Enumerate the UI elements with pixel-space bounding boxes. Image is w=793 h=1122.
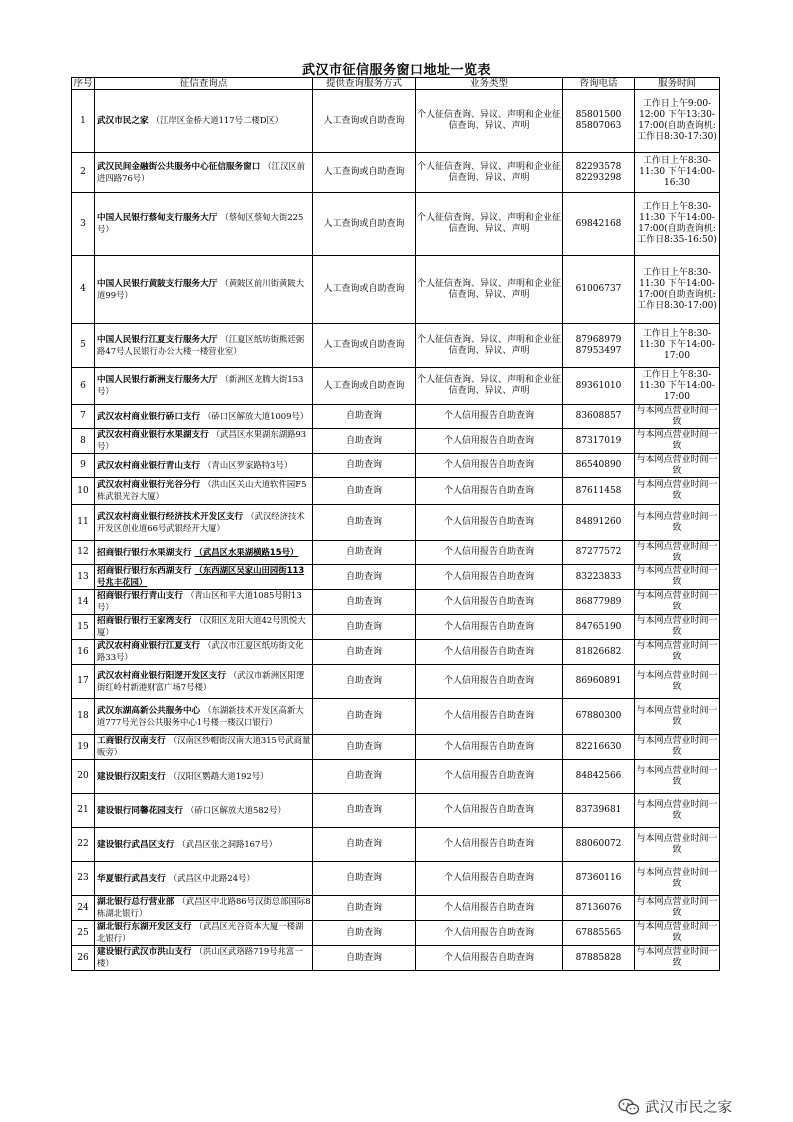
location-address: （江夏区纸坊街熊廷弼路47号人民银行办公大楼一楼营业室）	[97, 333, 305, 356]
row-number: 15	[72, 615, 95, 640]
business-type: 个人信用报告自助查询	[416, 665, 563, 699]
location-cell	[95, 324, 313, 368]
location-name: 武汉农村商业银行青山支行	[97, 460, 201, 471]
row-number: 22	[72, 828, 95, 862]
table-row	[72, 735, 720, 760]
service-hours: 与本网点营业时间一致	[635, 794, 720, 828]
phone: 86540890	[563, 454, 635, 478]
location-cell	[95, 90, 313, 153]
service-mode: 自助查询	[313, 665, 416, 699]
row-number: 11	[72, 505, 95, 541]
location-cell	[95, 794, 313, 828]
location-cell	[95, 640, 313, 665]
service-mode: 自助查询	[313, 946, 416, 971]
table-row	[72, 828, 720, 862]
table-row	[72, 405, 720, 429]
service-mode: 自助查询	[313, 699, 416, 735]
location-address: （武昌区光谷资本大厦一楼湖北银行）	[97, 921, 304, 943]
table-row	[72, 862, 720, 896]
location-address: （武昌区水果湖横路15号）	[194, 546, 299, 557]
row-number: 2	[72, 153, 95, 193]
service-mode: 自助查询	[313, 760, 416, 794]
location-address: （新洲区龙腾大街153号）	[97, 374, 304, 396]
row-number: 19	[72, 735, 95, 760]
location-name: 建设银行武汉市洪山支行	[97, 947, 192, 957]
row-number: 12	[72, 541, 95, 565]
location-name: 招商银行银行水果湖支行	[97, 547, 192, 558]
table-header-row	[72, 78, 720, 90]
business-type: 个人征信查询、异议、声明和企业征信查询、异议、声明	[416, 368, 563, 405]
service-mode: 自助查询	[313, 794, 416, 828]
location-name: 工商银行汉南支行	[97, 736, 166, 746]
service-mode: 自助查询	[313, 541, 416, 565]
service-hours: 工作日上午9:00-12:00 下午13:30-17:00(自助查询机:工作日8:30-17:30)	[635, 90, 720, 153]
phone: 88060072	[563, 828, 635, 862]
service-mode: 自助查询	[313, 735, 416, 760]
location-name: 中国人民银行江夏支行服务大厅	[97, 334, 218, 345]
service-hours: 与本网点营业时间一致	[635, 760, 720, 794]
service-hours: 工作日上午8:30-11:30 下午14:00-17:00(自助查询机:工作日8:35-16:50)	[635, 193, 720, 256]
header-type: 业务类型	[416, 78, 563, 90]
location-cell	[95, 921, 313, 946]
service-mode: 人工查询或自助查询	[313, 153, 416, 193]
service-hours: 与本网点营业时间一致	[635, 921, 720, 946]
location-name: 湖北银行东湖开发区支行	[97, 922, 192, 932]
service-hours: 与本网点营业时间一致	[635, 946, 720, 971]
phone: 84842566	[563, 760, 635, 794]
table-row	[72, 478, 720, 505]
location-name: 建设银行武昌区支行	[97, 839, 175, 850]
header-location: 征信查询点	[95, 78, 313, 90]
row-number: 5	[72, 324, 95, 368]
service-mode: 人工查询或自助查询	[313, 368, 416, 405]
location-name: 建设银行汉阳支行	[97, 771, 166, 782]
service-mode: 自助查询	[313, 862, 416, 896]
header-phone: 咨询电话	[563, 78, 635, 90]
row-number: 23	[72, 862, 95, 896]
business-type: 个人信用报告自助查询	[416, 946, 563, 971]
service-mode: 自助查询	[313, 505, 416, 541]
table-row	[72, 193, 720, 256]
location-cell	[95, 193, 313, 256]
header-hours: 服务时间	[635, 78, 720, 90]
business-type: 个人信用报告自助查询	[416, 565, 563, 590]
service-mode: 自助查询	[313, 828, 416, 862]
business-type: 个人信用报告自助查询	[416, 828, 563, 862]
business-type: 个人信用报告自助查询	[416, 896, 563, 921]
phone: 84765190	[563, 615, 635, 640]
location-cell	[95, 665, 313, 699]
service-hours: 工作日上午8:30-11:30 下午14:00-17:00	[635, 368, 720, 405]
business-type: 个人信用报告自助查询	[416, 429, 563, 454]
business-type: 个人信用报告自助查询	[416, 760, 563, 794]
row-number: 4	[72, 256, 95, 324]
service-hours: 工作日上午8:30-11:30 下午14:00-16:30	[635, 153, 720, 193]
service-mode: 自助查询	[313, 921, 416, 946]
location-cell	[95, 429, 313, 454]
table-row	[72, 896, 720, 921]
location-address: （武昌区中北路86号汉街总部国际8栋湖北银行）	[97, 896, 311, 918]
service-hours: 与本网点营业时间一致	[635, 828, 720, 862]
location-cell	[95, 478, 313, 505]
business-type: 个人信用报告自助查询	[416, 590, 563, 615]
table-row	[72, 541, 720, 565]
phone: 87317019	[563, 429, 635, 454]
location-name: 华夏银行武昌支行	[97, 873, 166, 884]
location-name: 武汉农村商业银行阳逻开发区支行	[97, 670, 226, 681]
service-mode: 自助查询	[313, 896, 416, 921]
watermark	[618, 1096, 732, 1117]
phone: 85801500 85807063	[563, 90, 635, 153]
table-row	[72, 760, 720, 794]
location-address: （汉阳区鹦鹉大道192号）	[168, 770, 269, 781]
phone: 81826682	[563, 640, 635, 665]
table-row	[72, 615, 720, 640]
business-type: 个人征信查询、异议、声明和企业征信查询、异议、声明	[416, 256, 563, 324]
business-type: 个人征信查询、异议、声明和企业征信查询、异议、声明	[416, 324, 563, 368]
phone: 83223833	[563, 565, 635, 590]
table-row	[72, 368, 720, 405]
table-row	[72, 921, 720, 946]
phone: 86877989	[563, 590, 635, 615]
location-address: （黄陂区前川街黄陂大道99号）	[97, 277, 305, 300]
phone: 87136076	[563, 896, 635, 921]
location-name: 武汉农村商业银行硚口支行	[97, 411, 201, 422]
location-address: （汉阳区龙阳大道42号凯悦大厦）	[97, 615, 306, 637]
location-name: 中国人民银行黄陂支行服务大厅	[97, 278, 218, 289]
service-mode: 自助查询	[313, 405, 416, 429]
location-cell	[95, 565, 313, 590]
location-cell	[95, 590, 313, 615]
table-row	[72, 565, 720, 590]
phone: 87277572	[563, 541, 635, 565]
watermark-text: 武汉市民之家	[645, 1100, 732, 1116]
location-cell	[95, 541, 313, 565]
location-address: （洪山区关山大道软件园F5栋武银光谷大厦）	[97, 479, 307, 501]
service-mode: 自助查询	[313, 590, 416, 615]
business-type: 个人信用报告自助查询	[416, 921, 563, 946]
business-type: 个人信用报告自助查询	[416, 640, 563, 665]
location-name: 武汉农村商业银行经济技术开发区支行	[97, 511, 244, 522]
location-name: 招商银行银行王家湾支行	[97, 616, 192, 626]
table-row	[72, 90, 720, 153]
phone: 83608857	[563, 405, 635, 429]
row-number: 13	[72, 565, 95, 590]
location-address: （武汉经济技术开发区创业道66号武银经开大厦）	[97, 510, 305, 533]
row-number: 17	[72, 665, 95, 699]
service-mode: 自助查询	[313, 478, 416, 505]
service-mode: 自助查询	[313, 565, 416, 590]
location-cell	[95, 405, 313, 429]
service-hours: 与本网点营业时间一致	[635, 862, 720, 896]
location-name: 武汉东湖高新公共服务中心	[97, 705, 201, 716]
phone: 83739681	[563, 794, 635, 828]
location-address: （硚口区解放大道582号）	[185, 804, 286, 815]
phone: 82293578 82293298	[563, 153, 635, 193]
location-cell	[95, 153, 313, 193]
business-type: 个人信用报告自助查询	[416, 454, 563, 478]
page-title: 武汉市征信服务窗口地址一览表	[301, 63, 491, 78]
location-name: 中国人民银行蔡甸支行服务大厅	[97, 213, 218, 223]
location-cell	[95, 454, 313, 478]
location-name: 武汉农村商业银行江夏支行	[97, 641, 201, 651]
business-type: 个人征信查询、异议、声明和企业征信查询、异议、声明	[416, 153, 563, 193]
row-number: 20	[72, 760, 95, 794]
location-cell	[95, 505, 313, 541]
location-address: （江岸区金桥大道117号二楼D区）	[151, 115, 284, 125]
business-type: 个人信用报告自助查询	[416, 699, 563, 735]
business-type: 个人信用报告自助查询	[416, 615, 563, 640]
location-name: 招商银行银行青山支行	[97, 591, 183, 601]
location-address: （东湖新技术开发区高新大道777号光谷公共服务中心1号楼一楼汉口银行）	[97, 704, 304, 727]
service-hours: 与本网点营业时间一致	[636, 454, 718, 476]
row-number: 1	[72, 90, 95, 153]
service-hours: 与本网点营业时间一致	[635, 896, 720, 921]
location-address: （武汉市江夏区纸坊街文化路33号）	[97, 640, 304, 662]
business-type: 个人信用报告自助查询	[416, 405, 563, 429]
row-number: 21	[72, 794, 95, 828]
location-name: 武汉民间金融街公共服务中心征信服务窗口	[97, 161, 261, 172]
location-address: （蔡甸区蔡甸大街225号）	[97, 212, 304, 234]
credit-service-table	[71, 77, 720, 971]
phone: 82216630	[563, 735, 635, 760]
business-type: 个人信用报告自助查询	[416, 862, 563, 896]
row-number: 14	[72, 590, 95, 615]
location-address: （东西湖区吴家山田园街113号兆丰花园）	[97, 565, 305, 587]
table-row	[72, 699, 720, 735]
phone: 87360116	[563, 862, 635, 896]
row-number: 9	[72, 454, 95, 478]
service-hours: 与本网点营业时间一致	[635, 478, 720, 505]
phone: 89361010	[563, 368, 635, 405]
phone: 87968979 87953497	[563, 324, 635, 368]
row-number: 8	[72, 429, 95, 454]
phone: 87611458	[563, 478, 635, 505]
service-hours: 工作日上午8:30-11:30 下午14:00-17:00	[635, 324, 720, 368]
service-hours: 与本网点营业时间一致	[635, 590, 720, 615]
table-row	[72, 665, 720, 699]
table-row	[72, 454, 720, 478]
service-hours: 与本网点营业时间一致	[636, 541, 718, 563]
header-no: 序号	[73, 78, 93, 89]
location-name: 湖北银行总行营业部	[97, 897, 175, 907]
table-row	[72, 324, 720, 368]
business-type: 个人信用报告自助查询	[416, 478, 563, 505]
table-row	[72, 946, 720, 971]
service-hours: 与本网点营业时间一致	[635, 735, 720, 760]
location-address: （武昌区水果湖东湖路93号）	[97, 429, 307, 451]
business-type: 个人征信查询、异议、声明和企业征信查询、异议、声明	[416, 90, 563, 153]
wechat-icon	[618, 1098, 640, 1116]
location-cell	[95, 828, 313, 862]
row-number: 10	[72, 478, 95, 505]
location-name: 武汉农村商业银行水果湖支行	[97, 430, 209, 440]
service-mode: 自助查询	[313, 429, 416, 454]
location-cell	[95, 760, 313, 794]
location-cell	[95, 615, 313, 640]
table-row	[72, 153, 720, 193]
table-row	[72, 640, 720, 665]
service-mode: 自助查询	[313, 454, 416, 478]
location-address: （青山区罗家路特3号）	[203, 459, 293, 470]
location-address: （武汉市新洲区阳逻街红岭村新港财富广场7号楼）	[97, 669, 305, 692]
location-address: （江汉区前进四路76号）	[97, 160, 306, 183]
location-address: （汉南区纱帽街汉南大道315号武商量贩旁）	[97, 735, 311, 757]
location-name: 武汉农村商业银行光谷分行	[97, 480, 201, 490]
location-address: （武昌区中北路24号）	[168, 872, 255, 883]
table-row	[72, 256, 720, 324]
table-row	[72, 505, 720, 541]
location-address: （硚口区解放大道1009号）	[203, 410, 309, 421]
business-type: 个人信用报告自助查询	[416, 735, 563, 760]
phone: 86960891	[563, 665, 635, 699]
location-cell	[95, 256, 313, 324]
service-hours: 与本网点营业时间一致	[635, 699, 720, 735]
location-cell	[95, 896, 313, 921]
service-hours: 与本网点营业时间一致	[635, 565, 720, 590]
business-type: 个人征信查询、异议、声明和企业征信查询、异议、声明	[416, 193, 563, 256]
business-type: 个人信用报告自助查询	[416, 505, 563, 541]
service-hours: 与本网点营业时间一致	[635, 505, 720, 541]
service-hours: 与本网点营业时间一致	[635, 665, 720, 699]
location-cell	[95, 735, 313, 760]
location-cell	[95, 699, 313, 735]
phone: 67885565	[563, 921, 635, 946]
service-mode: 人工查询或自助查询	[313, 324, 416, 368]
table-row	[72, 590, 720, 615]
row-number: 25	[72, 921, 95, 946]
row-number: 16	[72, 640, 95, 665]
location-cell	[95, 946, 313, 971]
table-row	[72, 794, 720, 828]
phone: 67880300	[563, 699, 635, 735]
location-name: 武汉市民之家	[97, 116, 149, 126]
location-address: （洪山区武珞路719号兆富一楼）	[97, 946, 303, 968]
phone: 84891260	[563, 505, 635, 541]
service-hours: 与本网点营业时间一致	[635, 429, 720, 454]
business-type: 个人信用报告自助查询	[416, 794, 563, 828]
row-number: 6	[72, 368, 95, 405]
row-number: 26	[72, 946, 95, 971]
service-hours: 与本网点营业时间一致	[635, 640, 720, 665]
location-address: （青山区和平大道1085号附13号）	[97, 590, 302, 612]
service-hours: 与本网点营业时间一致	[635, 615, 720, 640]
business-type: 个人信用报告自助查询	[416, 541, 563, 565]
row-number: 18	[72, 699, 95, 735]
service-hours: 工作日上午8:30-11:30 下午14:00-17:00(自助查询机:工作日8:30-17:00)	[635, 256, 720, 324]
service-mode: 自助查询	[313, 640, 416, 665]
location-name: 中国人民银行新洲支行服务大厅	[97, 375, 218, 385]
header-mode: 提供查询服务方式	[313, 78, 416, 90]
row-number: 7	[72, 405, 95, 429]
row-number: 3	[72, 193, 95, 256]
service-mode: 自助查询	[313, 615, 416, 640]
table-row	[72, 429, 720, 454]
service-mode: 人工查询或自助查询	[313, 193, 416, 256]
phone: 69842168	[563, 193, 635, 256]
location-name: 建设银行同馨花园支行	[97, 805, 183, 816]
service-hours: 与本网点营业时间一致	[636, 405, 718, 427]
phone: 87885828	[563, 946, 635, 971]
phone: 61006737	[563, 256, 635, 324]
service-mode: 人工查询或自助查询	[313, 256, 416, 324]
location-address: （武昌区张之洞路167号）	[177, 838, 278, 849]
row-number: 24	[72, 896, 95, 921]
location-cell	[95, 368, 313, 405]
location-name: 招商银行银行东西湖支行	[97, 566, 192, 576]
service-mode: 人工查询或自助查询	[313, 90, 416, 153]
location-cell	[95, 862, 313, 896]
